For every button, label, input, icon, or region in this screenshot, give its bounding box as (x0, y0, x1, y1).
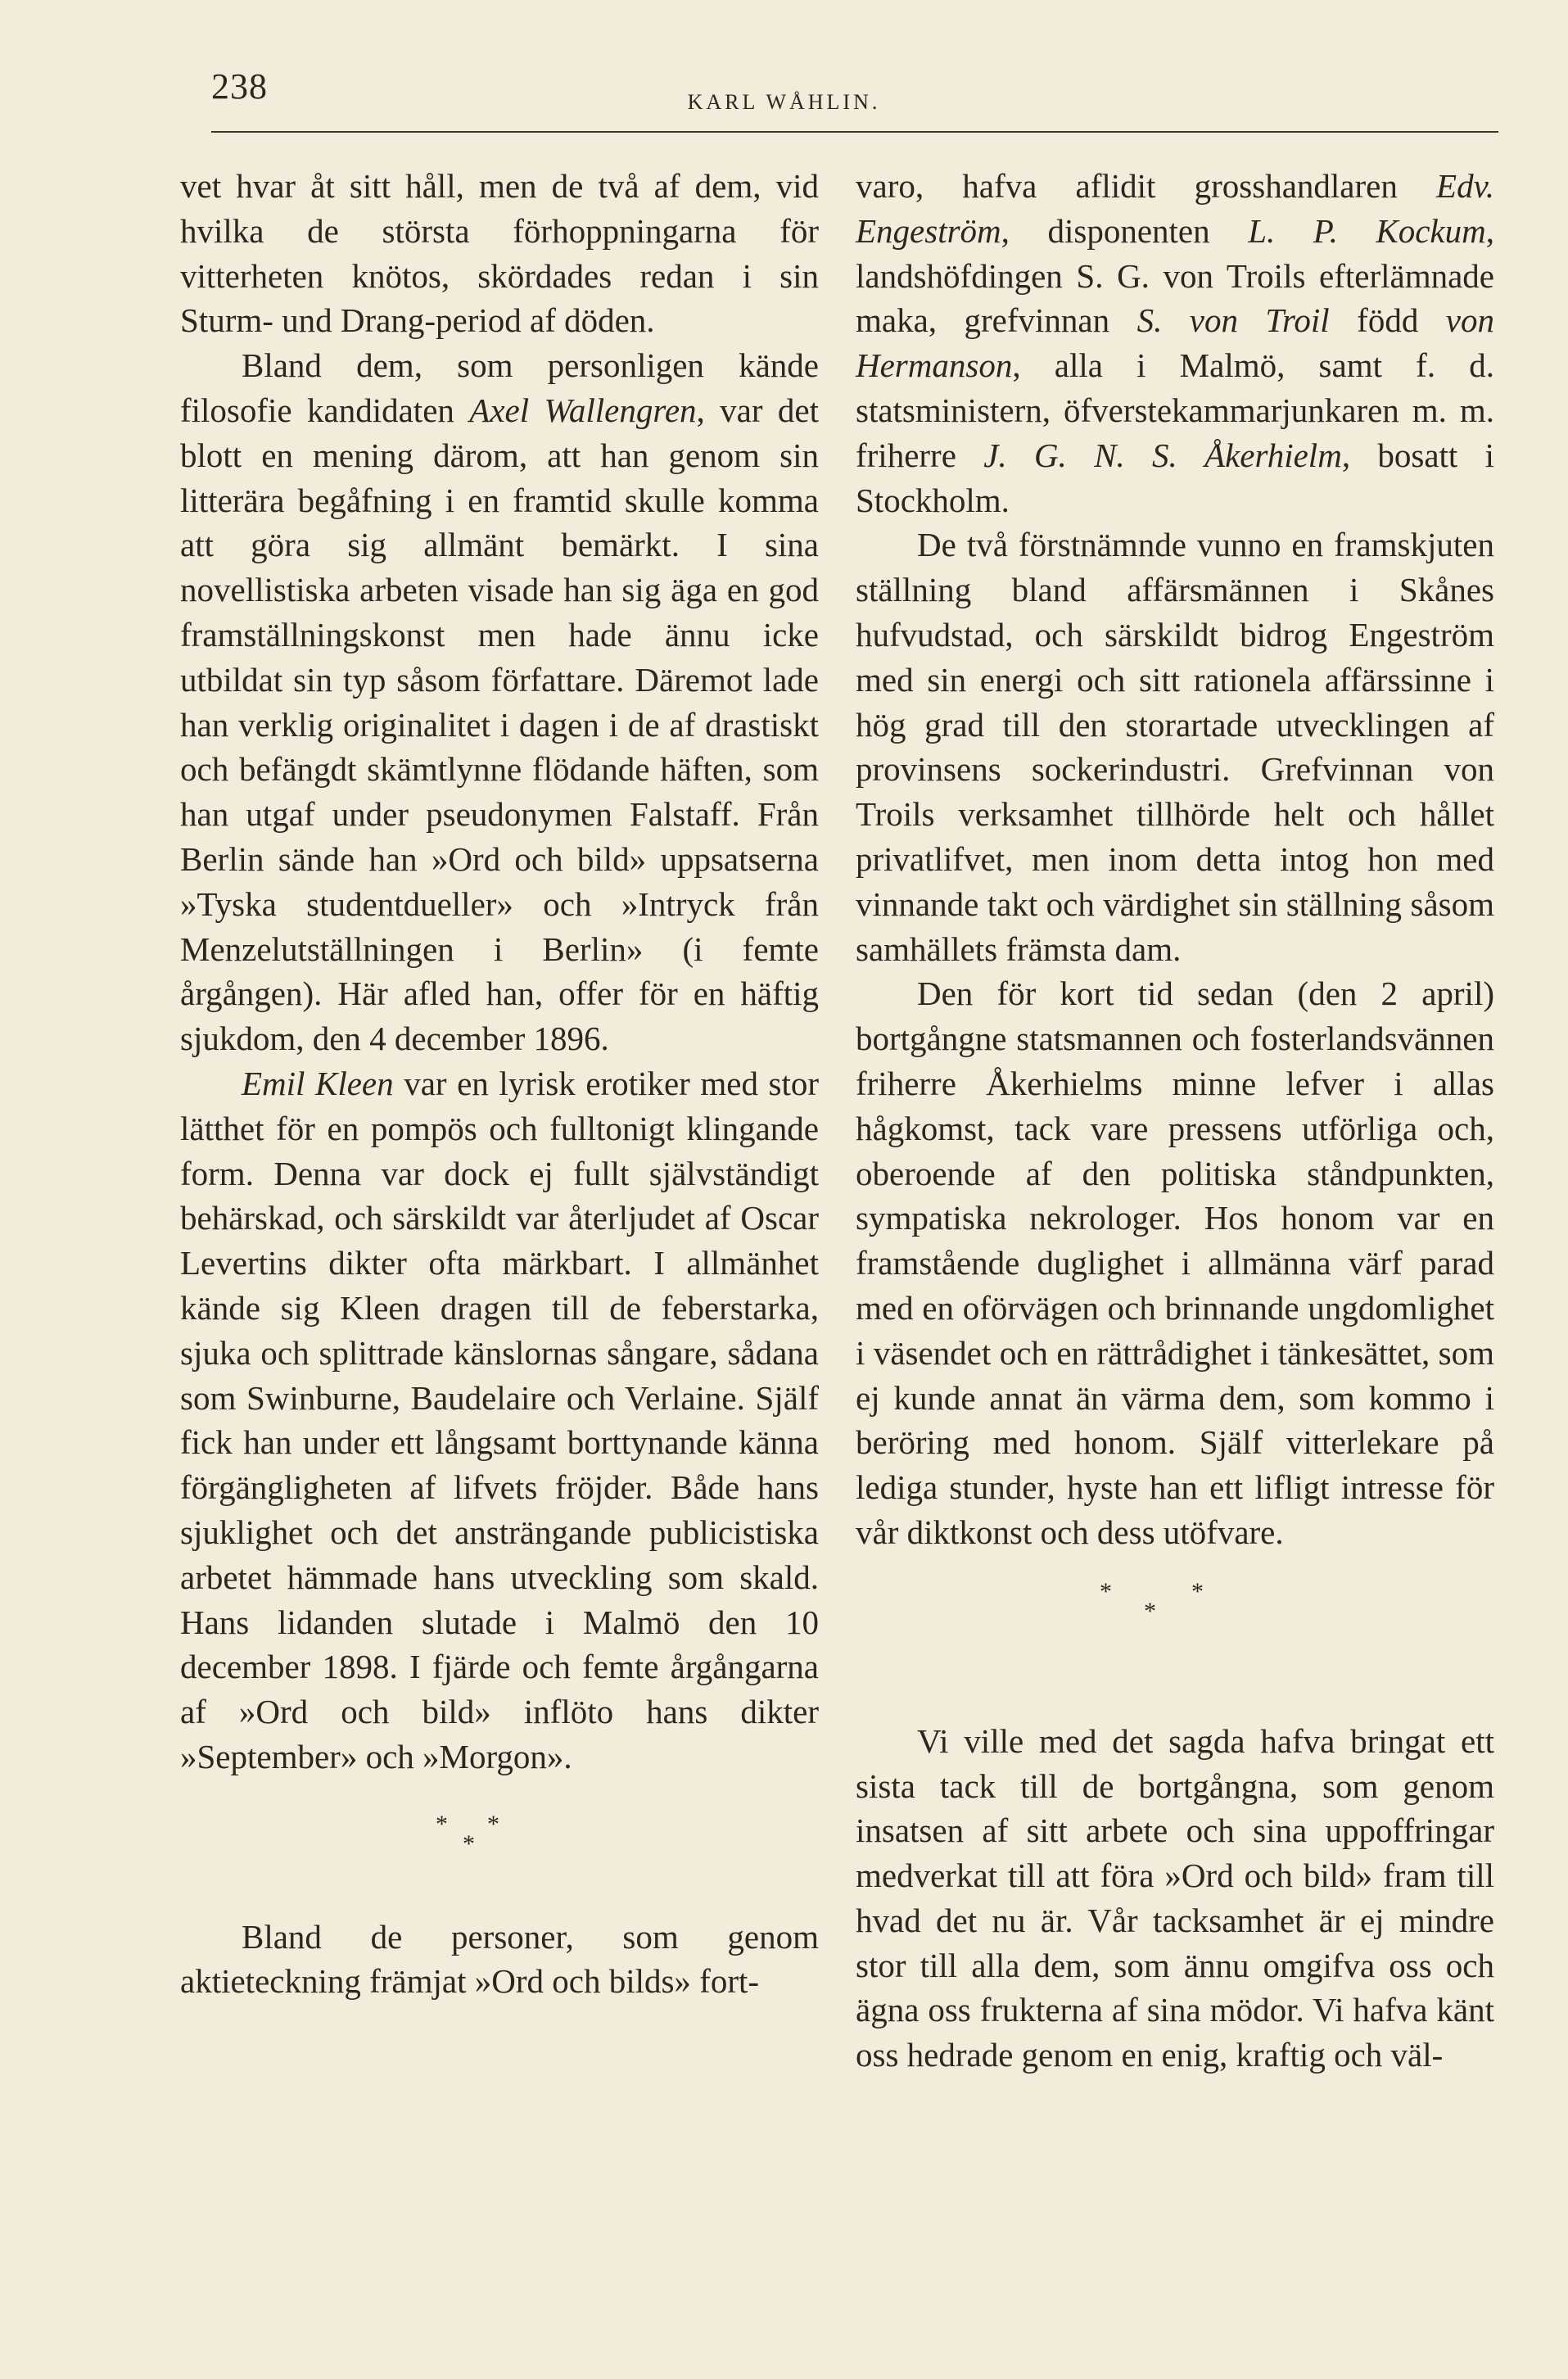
text-run: Bland dem, som personligen kände filosofie kandidaten (180, 346, 819, 429)
asterisk: * (1100, 1577, 1112, 1605)
running-title: KARL WÅHLIN. (687, 90, 881, 114)
page-number: 238 (211, 66, 268, 106)
left-column (180, 164, 819, 2004)
person-name: L. P. Kockum (1248, 211, 1486, 250)
section-break-asterisks (856, 1555, 1494, 1719)
person-name: S. von Troil (1136, 301, 1330, 340)
paragraph (180, 343, 819, 1061)
asterisk: * (487, 1810, 499, 1838)
person-name: J. G. N. S. Åkerhielm (983, 436, 1342, 474)
asterisk: * (436, 1810, 448, 1838)
paragraph: De två förstnämnde vunno en framskjuten ställning bland affärsmännen i Skånes hufvudstad, och särskildt bidrog Engeström med sin energi och sitt rationela affärssinne i hög grad till den storartade utvecklingen af provinsens sockerindustri. Grefvinnan von Troils verksamhet tillhörde helt och hållet privatlifvet, men inom detta intog hon med vinnande takt och värdighet sin ställning såsom samhällets främsta dam. (856, 526, 1494, 968)
person-name: Axel Wallengren (469, 391, 697, 429)
person-name: von Hermanson (856, 301, 1494, 385)
text-run: varo, hafva aflidit grosshandlaren (856, 167, 1437, 205)
section-break-asterisks (180, 1780, 819, 1915)
paragraph (856, 164, 1494, 522)
header-rule (211, 131, 1498, 133)
text-run: , bosatt i Stockholm. (856, 436, 1494, 519)
asterisk: * (463, 1829, 475, 1857)
text-run: , landshöfdingen S. G. von Troils efterlämnade maka, grefvinnan (856, 211, 1494, 340)
text-run: , disponenten (1001, 211, 1249, 250)
paragraph (180, 1061, 819, 1780)
text-run: var en lyrisk erotiker med stor lätthet för en pompös och fulltonigt klingande form. Denna var dock ej fullt självständigt behärskad, och särskildt var återljudet af Oscar Levertins dikter ofta märkbart. I allmänhet kände sig Kleen dragen till de feberstarka, sjuka och splittrade känslornas sångare, sådana som Swinburne, Baudelaire och Verlaine. Själf fick han under ett långsamt borttynande känna förgängligheten af lifvets fröjder. Både hans sjuklighet och det ansträngande publicistiska arbetet hämmade hans utveckling som skald. Hans lidanden slutade i Malmö den 10 december 1898. I fjärde och femte årgångarna af »Ord och bild» inflöto hans dikter »September» och »Morgon». (180, 1064, 820, 1775)
asterisk: * (1144, 1597, 1156, 1625)
text-run: född (1329, 301, 1446, 340)
text-run: , alla i Malmö, samt f. d. statsministern, öfverstekammarjunkaren m. m. friherre (856, 346, 1494, 474)
person-name: Edv. Engeström (856, 167, 1494, 250)
right-column (856, 164, 1494, 2078)
paragraph: Vi ville med det sagda hafva bringat ett sista tack till de bortgångna, som genom insatsen af sitt arbete och sina uppoffringar medverkat till att föra »Ord och bild» fram till hvad det nu är. Vår tacksamhet är ej mindre stor till alla dem, som ännu omgifva oss och ägna oss frukterna af sina mödor. Vi hafva känt oss hedrade genom en enig, kraftig och väl- (856, 1721, 1494, 2074)
asterisk: * (1191, 1577, 1204, 1605)
text-run: , var det blott en mening därom, att han genom sin litterära begåfning i en framtid skulle komma att göra sig allmänt bemärkt. I sina novellistiska arbeten visade han sig äga en god framställningskonst men hade ännu icke utbildat sin typ såsom författare. Däremot lade han verklig originalitet i dagen i de af drastiskt och befängdt skämtlynne flödande häften, som han utgaf under pseudonymen Falstaff. Från Berlin sände han »Ord och bild» uppsatserna »Tyska studentdueller» och »Intryck från Menzelutställningen i Berlin» (i femte årgången). Här afled han, offer för en häftig sjukdom, den 4 december 1896. (180, 391, 819, 1058)
paragraph: Bland de personer, som genom aktieteckning främjat »Ord och bilds» fort- (180, 1917, 819, 2001)
paragraph: vet hvar åt sitt håll, men de två af dem, vid hvilka de största förhoppningarna för vitterheten knötos, skördades redan i sin Sturm- und Drang-period af döden. (180, 167, 819, 340)
paragraph: Den för kort tid sedan (den 2 april) bortgångne statsmannen och fosterlandsvännen friherre Åkerhielms minne lefver i allas hågkomst, tack vare pressens utförliga och, oberoende af den politiska ståndpunkten, sympatiska nekrologer. Hos honom var en framstående duglighet i allmänna värf parad med en oförvägen och brinnande ungdomlighet i väsendet och en rättrådighet i tänkesättet, som ej kunde annat än värma dem, som kommo i beröring med honom. Själf vitterlekare på lediga stunder, hyste han ett lifligt intresse för vår diktkonst och dess utöfvare. (856, 975, 1494, 1551)
person-name: Emil Kleen (242, 1064, 394, 1102)
